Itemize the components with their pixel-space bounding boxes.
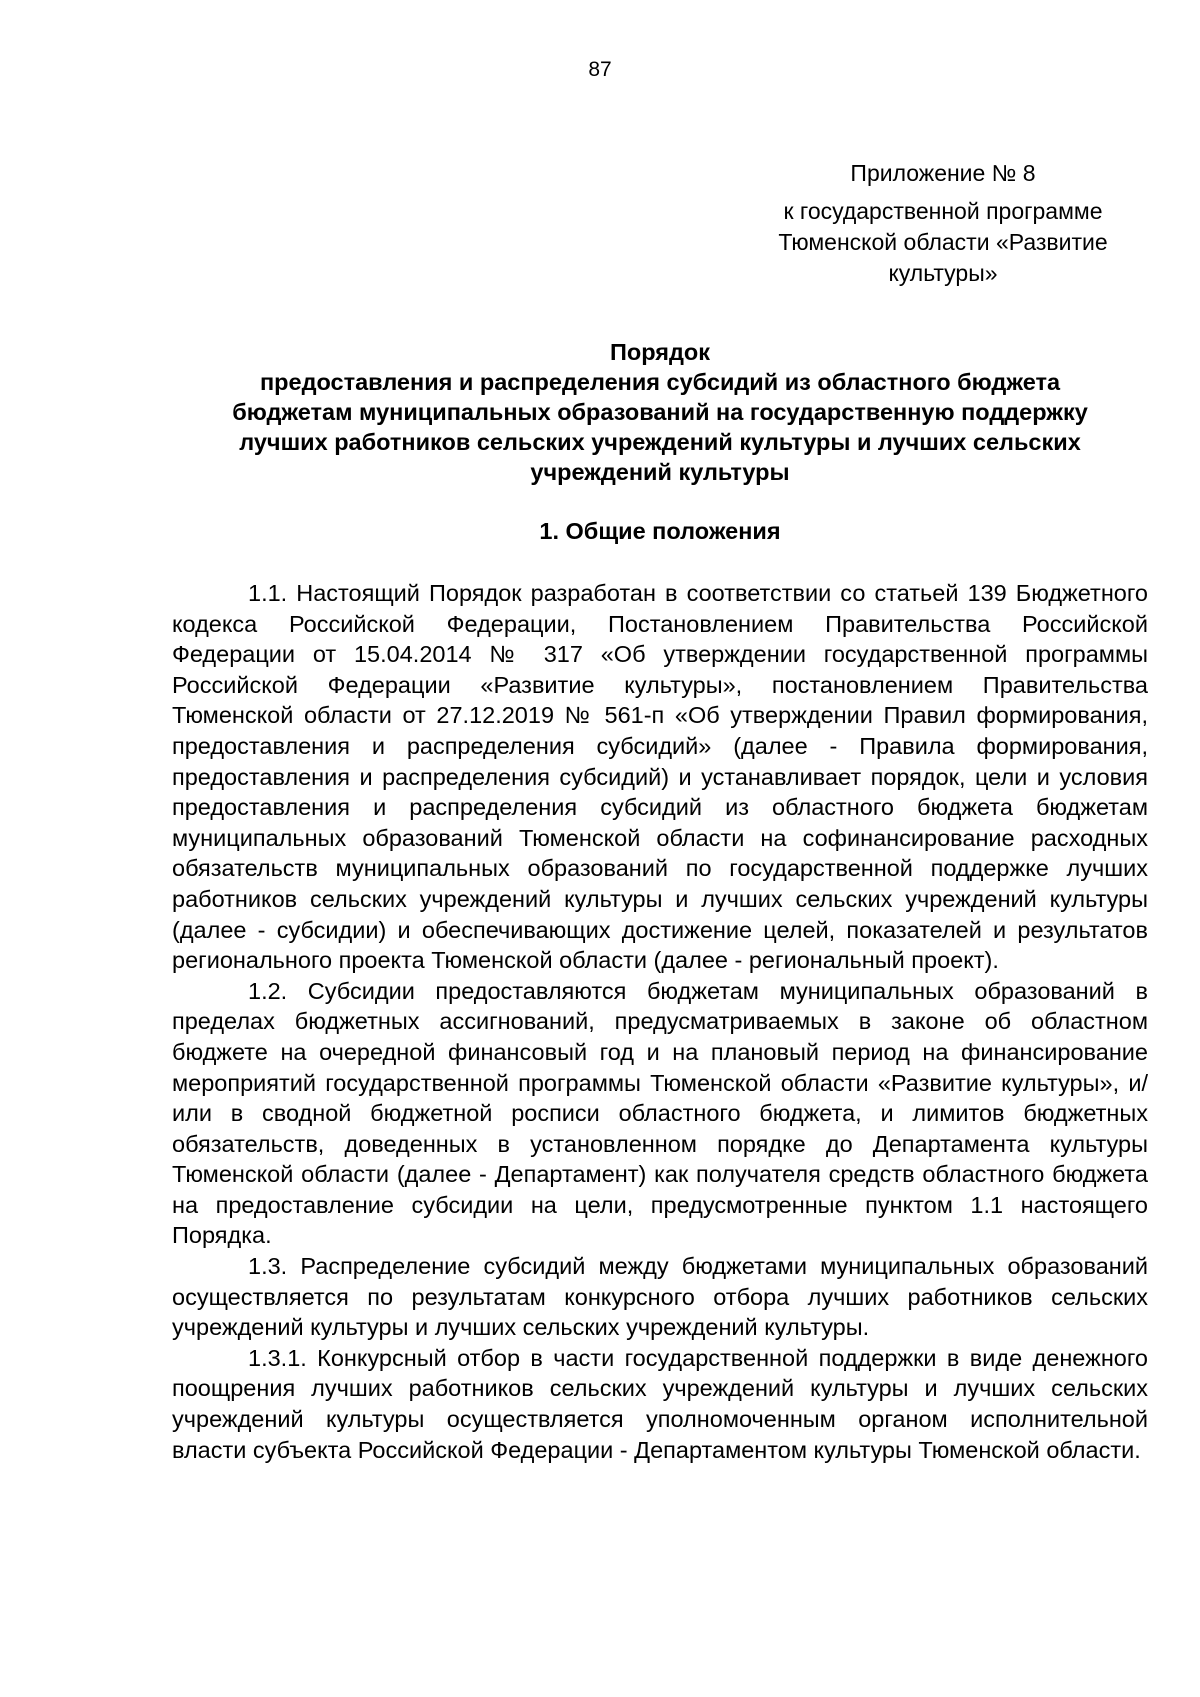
document-title — [170, 337, 1150, 487]
paragraph-1-3: 1.3. Распределение субсидий между бюджетами муниципальных образований осуществляется по результатам конкурсного отбора лучших работников сельских учреждений культуры и лучших сельских учреждений культуры. — [172, 1253, 1148, 1341]
paragraph-1-2: 1.2. Субсидии предоставляются бюджетам муниципальных образований в пределах бюджетных ассигнований, предусматриваемых в законе об областном бюджете на очередной финансовый год и на плановый период на финансирование мероприятий государственной программы Тюменской области «Развитие культуры», и/или в сводной бюджетной росписи областного бюджета, и лимитов бюджетных обязательств, доведенных в установленном порядке до Департамента культуры Тюменской области (далее - Департамент) как получателя средств областного бюджета на предоставление субсидии на цели, предусмотренные пунктом 1.1 настоящего Порядка. — [172, 977, 1148, 1249]
document-title-line: Порядок — [609, 339, 711, 365]
paragraph-1-1: 1.1. Настоящий Порядок разработан в соответствии со статьей 139 Бюджетного кодекса Российской Федерации, Постановлением Правительства Российской Федерации от 15.04.2014 № 317 «Об утверждении государственной программы Российской Федерации «Развитие культуры», постановлением Правительства Тюменской области от 27.12.2019 № 561-п «Об утверждении Правил формирования, предоставления и распределения субсидий» (далее - Правила формирования, предоставления и распределения субсидий) и устанавливает порядок, цели и условия предоставления и распределения субсидий из областного бюджета бюджетам муниципальных образований Тюменской области на софинансирование расходных обязательств муниципальных образований по государственной поддержке лучших работников сельских учреждений культуры и лучших сельских учреждений культуры (далее - субсидии) и обеспечивающих достижение целей, показателей и результатов регионального проекта Тюменской области (далее - региональный проект). — [172, 580, 1148, 974]
appendix-block — [753, 158, 1133, 289]
document-title-line: учреждений культуры — [530, 459, 790, 485]
section-heading: 1. Общие положения — [539, 518, 781, 544]
appendix-title: Приложение № 8 — [850, 160, 1036, 186]
page-number: 87 — [588, 58, 612, 81]
document-title-line: лучших работников сельских учреждений культуры и лучших сельских — [239, 429, 1081, 455]
appendix-subtitle: к государственной программе Тюменской области «Развитие культуры» — [778, 198, 1108, 286]
paragraph-1-3-1: 1.3.1. Конкурсный отбор в части государственной поддержки в виде денежного поощрения лучших работников сельских учреждений культуры и лучших сельских учреждений культуры осуществляется уполномоченным органом исполнительной власти субъекта Российской Федерации - Департаментом культуры Тюменской области. — [172, 1344, 1148, 1463]
body-text — [172, 578, 1148, 1465]
document-title-line: предоставления и распределения субсидий из областного бюджета — [259, 369, 1061, 395]
document-title-line: бюджетам муниципальных образований на государственную поддержку — [232, 399, 1088, 425]
